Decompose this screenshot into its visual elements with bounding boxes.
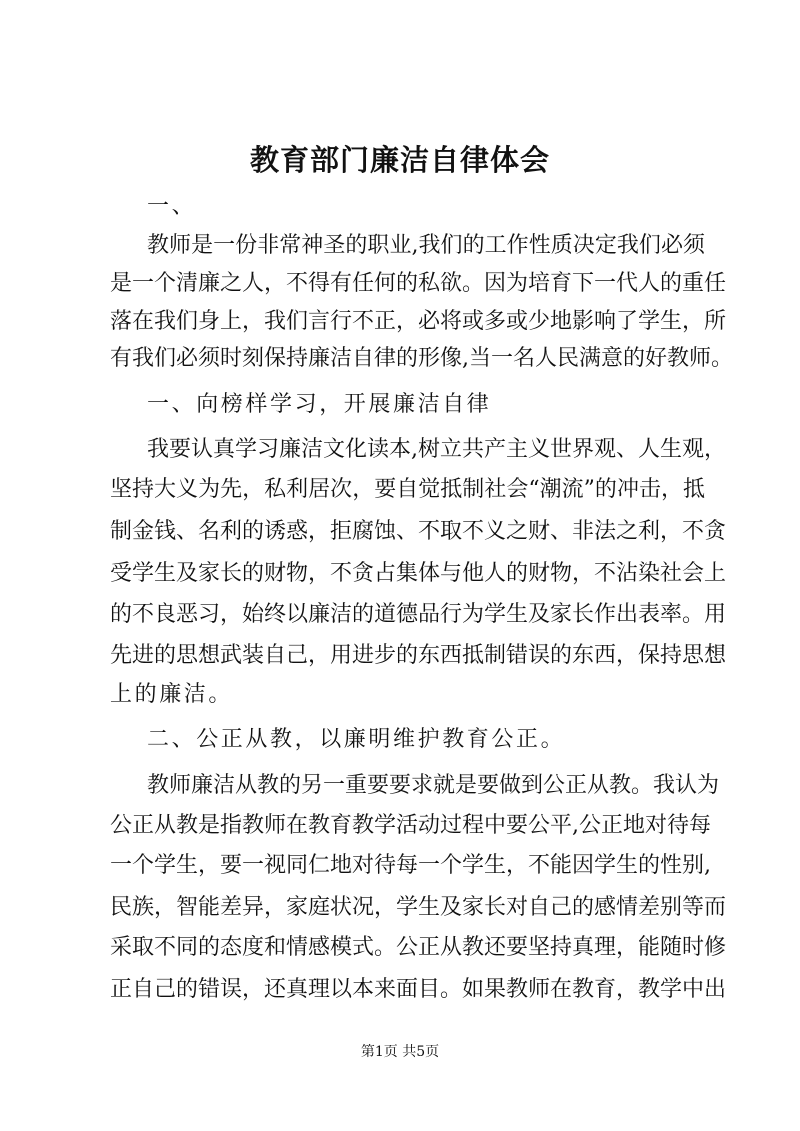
section-heading: 一、 <box>147 194 197 219</box>
text-line: 制金钱、名利的诱惑，拒腐蚀、不取不义之财、非法之利，不贪 <box>110 519 727 544</box>
text-line: 受学生及家长的财物，不贪占集体与他人的财物，不沾染社会上 <box>110 561 727 586</box>
text-line: 坚持大义为先，私利居次，要自觉抵制社会“潮流”的冲击，抵 <box>110 477 705 502</box>
text-line: 落在我们身上，我们言行不正，必将或多或少地影响了学生，所 <box>110 309 727 334</box>
text-line: 是一个清廉之人，不得有任何的私欲。因为培育下一代人的重任 <box>110 271 727 296</box>
text-line: 民族，智能差异，家庭状况，学生及家长对自己的感情差别等而 <box>110 895 727 920</box>
document-title: 教育部门廉洁自律体会 <box>249 143 550 177</box>
section-heading: 二、公正从教，以廉明维护教育公正。 <box>147 727 566 752</box>
text-line: 上的廉洁。 <box>110 682 234 707</box>
text-line: 采取不同的态度和情感模式。公正从教还要坚持真理，能随时修 <box>110 935 727 960</box>
text-line: 教师是一份非常神圣的职业,我们的工作性质决定我们必须 <box>147 233 705 258</box>
text-line: 教师廉洁从教的另一重要要求就是要做到公正从教。我认为 <box>147 773 720 798</box>
page-footer: 第1页 共5页 <box>360 1044 440 1060</box>
text-line: 一个学生，要一视同仁地对待每一个学生，不能因学生的性别, <box>110 853 711 878</box>
text-line: 公正从教是指教师在教育教学活动过程中要公平,公正地对待每 <box>110 813 711 838</box>
text-line: 有我们必须时刻保持廉洁自律的形像,当一名人民满意的好教师。 <box>110 346 733 371</box>
section-heading: 一、向榜样学习，开展廉洁自律 <box>147 392 492 417</box>
text-line: 先进的思想武装自己，用进步的东西抵制错误的东西，保持思想 <box>110 643 727 668</box>
text-line: 的不良恶习，始终以廉洁的道德品行为学生及家长作出表率。用 <box>110 602 727 627</box>
text-line: 我要认真学习廉洁文化读本,树立共产主义世界观、人生观， <box>147 437 726 462</box>
text-line: 正自己的错误，还真理以本来面目。如果教师在教育，教学中出 <box>110 977 727 1002</box>
